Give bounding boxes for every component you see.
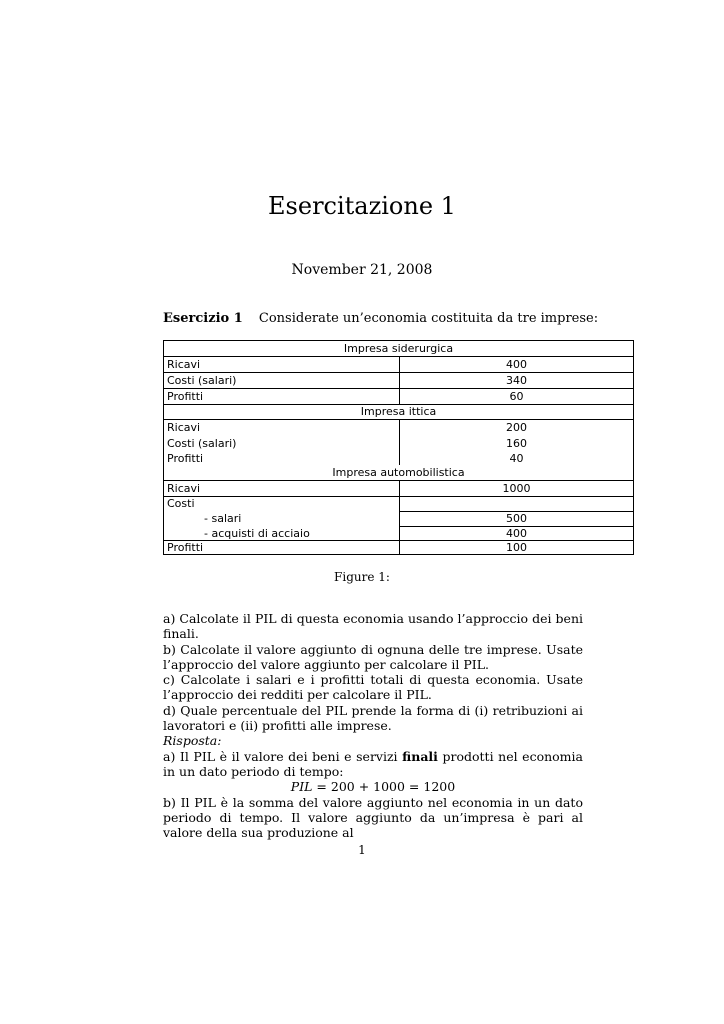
exercise-heading [163,311,598,326]
answer-a-text: a) Il PIL è il valore dei beni e servizi [163,748,398,764]
answer-label: Risposta: [163,733,222,749]
question-d: d) Quale percentuale del PIL prende la forma di (i) retribuzioni ai lavoratori e (ii) profitti alle imprese. [163,702,583,734]
row-value: 160 [506,437,527,450]
row-label: - acquisti di acciaio [204,527,310,540]
formula-lhs: PIL [290,779,313,795]
section-heading-fishing: Impresa ittica [360,405,437,418]
section-heading-steel: Impresa siderurgica [343,342,454,355]
row-value: 100 [506,541,527,554]
row-value: 1000 [502,482,531,495]
row-label: Profitti [167,390,204,403]
row-label: Costi (salari) [167,437,237,450]
table-column-divider [399,420,400,465]
table-column-divider [399,481,400,554]
row-value: 60 [509,390,524,403]
row-label: - salari [204,512,242,525]
answer-a-emphasis: finali [402,748,438,764]
row-label: Profitti [167,452,204,465]
row-value: 340 [506,374,527,387]
document-title: Esercitazione 1 [268,192,456,220]
figure-caption: Figure 1: [334,570,390,584]
table-section-heading [164,465,633,480]
row-value: 200 [506,421,527,434]
row-label: Ricavi [167,421,201,434]
firms-table [163,340,634,555]
row-label: Ricavi [167,482,201,495]
answer-a-text-end: prodotti nel economia in un dato periodo di tempo: [163,748,583,779]
pil-formula [163,779,583,794]
row-value: 400 [506,527,527,540]
section-heading-automotive: Impresa automobilistica [332,466,465,479]
row-label: Costi [167,497,195,510]
row-value: 40 [509,452,524,465]
row-label: Costi (salari) [167,374,237,387]
formula-rhs: = 200 + 1000 = 1200 [316,779,456,795]
row-label: Ricavi [167,358,201,371]
answer-a [163,749,583,780]
row-value: 500 [506,512,527,525]
table-section-heading [164,404,633,419]
page-number: 1 [358,843,366,857]
question-a: a) Calcolate il PIL di questa economia usando l’approccio dei beni finali. [163,611,583,642]
question-c: c) Calcolate i salari e i profitti totali di questa economia. Usate l’approccio dei redditi per calcolare il PIL. [163,672,583,703]
body-text [163,611,583,840]
answer-b: b) Il PIL è la somma del valore aggiunto nel economia in un dato periodo di tempo. Il valore aggiunto da un’impresa è pari al valore della sua produzione al [163,794,583,841]
table-column-divider [399,357,400,404]
document-date: November 21, 2008 [291,262,433,278]
row-label: Profitti [167,541,204,554]
exercise-label: Esercizio 1 [163,311,243,326]
question-b: b) Calcolate il valore aggiunto di ognuna delle tre imprese. Usate l’approccio del valore aggiunto per calcolare il PIL. [163,641,583,672]
exercise-intro: Considerate un’economia costituita da tre imprese: [258,311,599,326]
row-value: 400 [506,358,527,371]
table-section-heading [164,341,633,356]
